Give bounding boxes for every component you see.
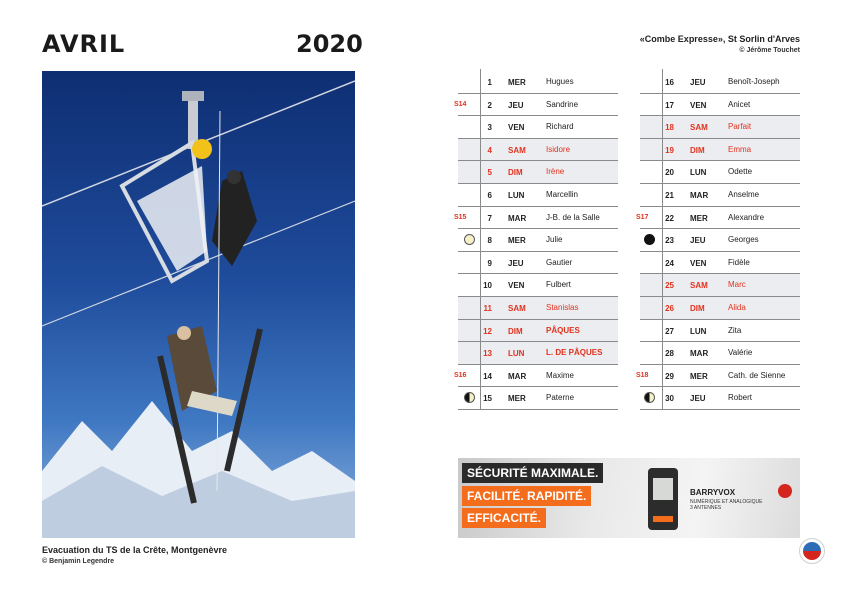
saint-name: Emma	[728, 144, 752, 154]
day-number: 6	[487, 190, 492, 200]
calendar-row	[640, 387, 800, 410]
chairlift-rescue-photo	[42, 71, 355, 538]
saint-name: Fulbert	[546, 280, 571, 290]
ad-product-description	[690, 499, 762, 511]
calendar-row	[454, 207, 618, 230]
weekday: MER	[508, 236, 526, 246]
weekday: MER	[690, 371, 708, 381]
chairlift-illustration	[42, 71, 355, 538]
day-number: 30	[665, 394, 674, 404]
saint-name: Paterne	[546, 393, 575, 403]
weekday: SAM	[508, 303, 526, 313]
week-number: S17	[636, 213, 649, 221]
calendar-row	[458, 139, 618, 162]
calendar-row	[454, 365, 618, 388]
saint-name: Georges	[728, 235, 759, 245]
saint-name: Robert	[728, 393, 753, 403]
day-number: 13	[483, 349, 492, 359]
calendar-row	[640, 71, 800, 94]
day-number: 9	[487, 258, 492, 268]
calendar-row	[458, 184, 618, 207]
calendar-row	[640, 320, 800, 343]
day-number: 19	[665, 145, 674, 155]
day-number: 21	[665, 190, 674, 200]
calendar-row	[640, 94, 800, 117]
weekday: LUN	[508, 349, 525, 359]
weekday: SAM	[690, 281, 708, 291]
calendar-row	[636, 365, 800, 388]
weekday: MER	[508, 394, 526, 404]
ad-product-name: BARRYVOX	[690, 488, 736, 497]
weekday: SAM	[690, 123, 708, 133]
weekday: MAR	[508, 371, 527, 381]
saint-name: J-B. de la Salle	[546, 212, 600, 222]
weekday: JEU	[690, 236, 706, 246]
calendar-row	[636, 207, 800, 230]
calendar-row	[640, 297, 800, 320]
weekday: MAR	[690, 190, 709, 200]
saint-name: Hugues	[546, 77, 574, 86]
saint-name: Irène	[546, 167, 565, 177]
day-number: 16	[665, 78, 674, 87]
weekday: JEU	[690, 78, 706, 87]
saint-name: Fidèle	[728, 257, 750, 267]
calendar-row	[458, 342, 618, 365]
week-number: S16	[454, 371, 467, 379]
day-number: 29	[665, 371, 674, 381]
weekday: VEN	[508, 123, 525, 133]
saint-name: Valérie	[728, 348, 753, 358]
day-number: 24	[665, 258, 674, 268]
mammut-logo-icon	[778, 484, 792, 498]
weekday: VEN	[508, 281, 525, 291]
photo-caption-left: Evacuation du TS de la Crête, Montgenèvre	[42, 545, 228, 555]
calendar-row	[640, 252, 800, 275]
saint-name: Isidore	[546, 144, 571, 154]
saint-name: Maxime	[546, 370, 575, 380]
saint-name: Benoît-Joseph	[728, 77, 780, 86]
calendar-row	[458, 387, 618, 410]
saint-name: Anicet	[728, 99, 751, 109]
calendar-row	[458, 71, 618, 94]
weekday: LUN	[508, 190, 525, 200]
day-number: 28	[665, 349, 674, 359]
ad-headline-1: SÉCURITÉ MAXIMALE.	[462, 463, 603, 483]
day-number: 5	[487, 168, 492, 178]
day-number: 14	[483, 371, 492, 381]
calendar-row	[640, 116, 800, 139]
saint-name: PÂQUES	[546, 325, 580, 335]
week-number: S18	[636, 371, 649, 379]
weekday: MAR	[690, 349, 709, 359]
weekday: MAR	[508, 213, 527, 223]
photo-credit-left: © Benjamin Legendre	[42, 558, 115, 565]
calendar-column-right	[636, 71, 800, 410]
day-number: 25	[665, 281, 674, 291]
saint-name: Sandrine	[546, 99, 579, 109]
weekday: DIM	[508, 168, 523, 178]
day-number: 20	[665, 168, 674, 178]
calendar-row	[640, 161, 800, 184]
day-number: 18	[665, 123, 674, 133]
ad-headline-3: EFFICACITÉ.	[462, 508, 546, 528]
calendar-row	[454, 94, 618, 117]
weekday: MER	[508, 78, 526, 87]
calendar-row	[458, 252, 618, 275]
calendar-row	[458, 229, 618, 252]
week-number: S15	[454, 213, 467, 221]
saint-name: L. DE PÂQUES	[546, 348, 603, 358]
day-number: 15	[483, 394, 492, 404]
day-number: 4	[487, 145, 492, 155]
weekday: DIM	[508, 326, 523, 336]
month-title: AVRIL	[42, 30, 126, 58]
saint-name: Julie	[546, 235, 563, 245]
week-number: S14	[454, 100, 467, 108]
weekday: SAM	[508, 145, 526, 155]
ad-headline-2: FACILITÉ. RAPIDITÉ.	[462, 486, 591, 506]
saint-name: Marcellin	[546, 189, 579, 199]
logo-badge-icon	[803, 542, 821, 560]
day-number: 1	[487, 78, 492, 87]
calendar-row	[640, 229, 800, 252]
weekday: LUN	[690, 326, 707, 336]
saint-name: Alexandre	[728, 212, 765, 222]
weekday: MER	[690, 213, 708, 223]
ad-product-sub-2: 3 ANTENNES	[690, 505, 722, 511]
day-number: 23	[665, 236, 674, 246]
calendar-row	[640, 184, 800, 207]
day-number: 7	[487, 213, 492, 223]
day-number: 12	[483, 326, 492, 336]
calendar-row	[640, 342, 800, 365]
day-number: 22	[665, 213, 674, 223]
saint-name: Odette	[728, 167, 753, 177]
saint-name: Marc	[728, 280, 746, 290]
saint-name: Zita	[728, 325, 742, 335]
weekday: LUN	[690, 168, 707, 178]
day-number: 26	[665, 303, 674, 313]
calendar-row	[458, 161, 618, 184]
ad-product-sub-1: NUMÉRIQUE ET ANALOGIQUE	[690, 499, 763, 505]
calendar-row	[458, 274, 618, 297]
saint-name: Richard	[546, 122, 574, 132]
avalanche-transceiver-icon	[648, 468, 678, 530]
day-number: 27	[665, 326, 674, 336]
calendar-row	[640, 139, 800, 162]
calendar-column-left	[454, 71, 618, 410]
weekday: JEU	[508, 258, 524, 268]
calendar-row	[458, 297, 618, 320]
year-title: 2020	[296, 30, 363, 58]
photo-caption-right: «Combe Expresse», St Sorlin d'Arves	[639, 34, 800, 44]
calendar-row	[640, 274, 800, 297]
weekday: DIM	[690, 145, 705, 155]
calendar-row	[458, 116, 618, 139]
saint-name: Anselme	[728, 189, 760, 199]
day-number: 11	[483, 303, 492, 313]
calendar-row	[458, 320, 618, 343]
weekday: DIM	[690, 303, 705, 313]
day-number: 8	[487, 236, 492, 246]
saint-name: Gautier	[546, 257, 573, 267]
photo-credit-right: © Jérôme Touchet	[739, 47, 800, 54]
weekday: VEN	[690, 258, 707, 268]
weekday: JEU	[508, 100, 524, 110]
association-logo-icon	[799, 538, 825, 564]
day-number: 2	[487, 100, 492, 110]
day-number: 3	[487, 123, 492, 133]
saint-name: Stanislas	[546, 302, 579, 312]
saint-name: Cath. de Sienne	[728, 370, 786, 380]
day-number: 17	[665, 100, 674, 110]
saint-name: Alida	[728, 302, 746, 312]
saint-name: Parfait	[728, 122, 752, 132]
weekday: VEN	[690, 100, 707, 110]
advertisement-banner[interactable]	[458, 458, 800, 538]
weekday: JEU	[690, 394, 706, 404]
day-number: 10	[483, 281, 492, 291]
